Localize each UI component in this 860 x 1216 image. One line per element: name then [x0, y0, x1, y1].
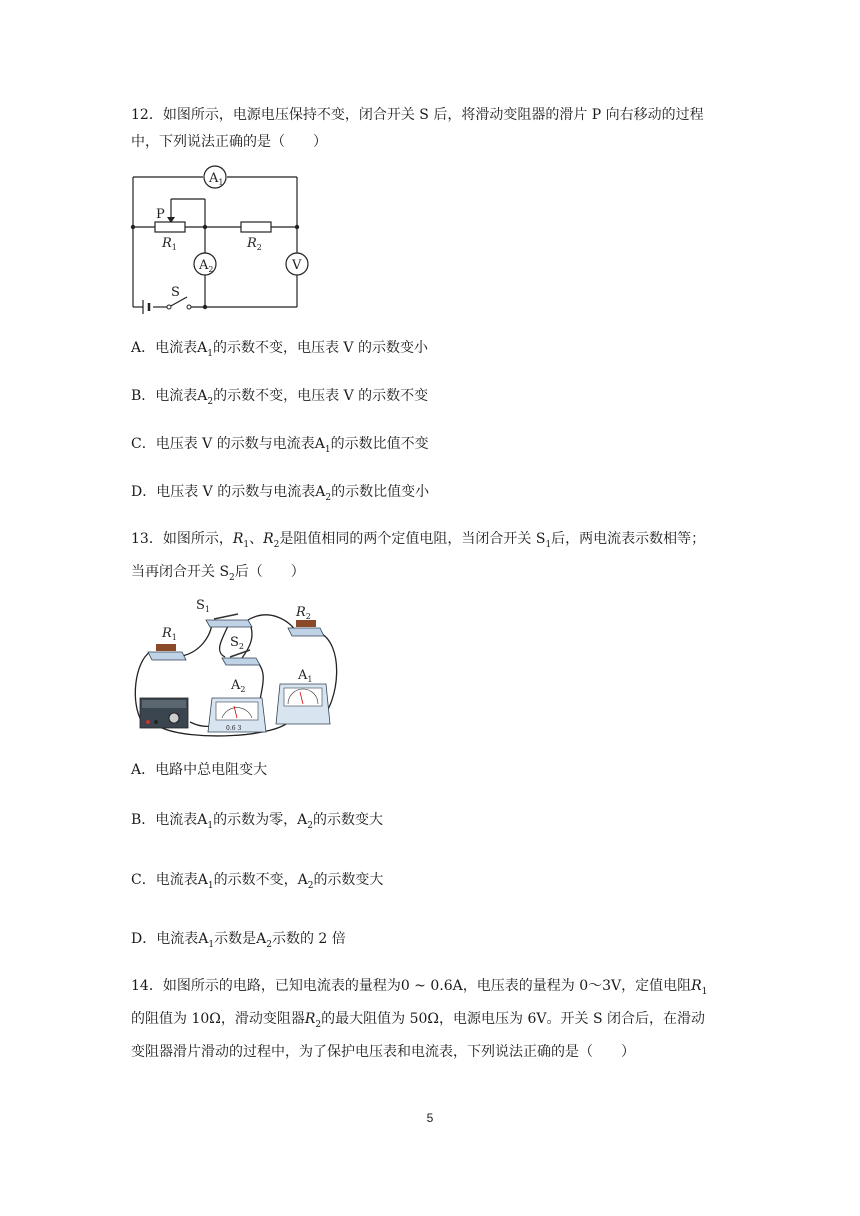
question-14-line3: 变阻器滑片滑动的过程中，为了保护电压表和电流表，下列说法正确的是（ ） — [131, 1043, 635, 1060]
q13-option-d: D．电流表$A_1$示数是$A_2$示数的 2 倍 — [131, 931, 346, 950]
page-number: 5 — [426, 1111, 434, 1125]
label-a2-scale: 0.6 3 — [226, 725, 242, 732]
s2-switch-board — [222, 658, 260, 665]
q13-circuit-photo — [130, 592, 345, 742]
q13-option-b: B．电流表$A_1$的示数为零，$A_2$的示数变大 — [131, 812, 384, 831]
label-a2: $A_2$ — [199, 258, 214, 274]
label-s2: $S_2$ — [230, 635, 244, 651]
question-13-stem — [131, 526, 731, 592]
q12-option-b: B．电流表$A_2$的示数不变，电压表 V 的示数不变 — [131, 388, 429, 407]
label-a1: $A_1$ — [209, 171, 224, 187]
label-r1: $R_1$ — [162, 626, 177, 642]
question-14-line2: 的阻值为 10Ω，滑动变阻器$R_2$的最大阻值为 50Ω，电源电压为 6V。开关 S 闭合后，在滑动 — [131, 1010, 705, 1030]
question-14-line1: 14．如图所示的电路，已知电流表的量程为0 ~ 0.6A，电压表的量程为 0～3V，定值电阻$R_1$ — [131, 978, 708, 997]
question-12-stem — [131, 102, 731, 156]
question-13-line1: 13．如图所示，$R_1$、$R_2$是阻值相同的两个定值电阻，当闭合开关 $S_1$后，两电流表示数相等； — [131, 531, 706, 550]
label-p: P — [156, 207, 165, 222]
label-s1: $S_1$ — [196, 598, 210, 614]
question-13-line2: 当再闭合开关 $S_2$后（ ） — [131, 563, 305, 583]
r1-board — [148, 652, 186, 660]
label-r2: $R_2$ — [247, 236, 262, 252]
q13-option-c: C．电流表$A_1$的示数不变，$A_2$的示数变大 — [131, 872, 384, 891]
label-s: S — [171, 285, 180, 300]
q12-option-d: D．电压表 V 的示数与电流表$A_2$的示数比值变小 — [131, 484, 430, 503]
question-14-stem — [131, 973, 731, 1066]
r2-board — [288, 628, 324, 636]
label-r2: $R_2$ — [296, 605, 311, 621]
question-12-line2: 中，下列说法正确的是（ ） — [131, 134, 327, 150]
r2-resistor-body — [296, 620, 316, 627]
label-v: V — [292, 258, 302, 273]
label-a2: $A_2$ — [231, 678, 246, 694]
r1-resistor-body — [156, 644, 176, 651]
r2-resistor — [241, 222, 271, 232]
q12-option-c: C．电压表 V 的示数与电流表$A_1$的示数比值不变 — [131, 436, 429, 455]
question-12-line1: 12．如图所示，电源电压保持不变，闭合开关 S 后，将滑动变阻器的滑片 P 向右移动的过程 — [131, 107, 704, 123]
q12-option-a: A．电流表$A_1$的示数不变，电压表 V 的示数变小 — [131, 340, 428, 359]
s1-switch-board — [206, 620, 252, 627]
q13-option-a: A．电路中总电阻变大 — [131, 762, 268, 778]
q12-circuit-diagram — [125, 163, 315, 323]
r1-resistor — [155, 222, 185, 232]
label-a1: $A_1$ — [298, 668, 313, 684]
label-r1: $R_1$ — [162, 236, 177, 252]
